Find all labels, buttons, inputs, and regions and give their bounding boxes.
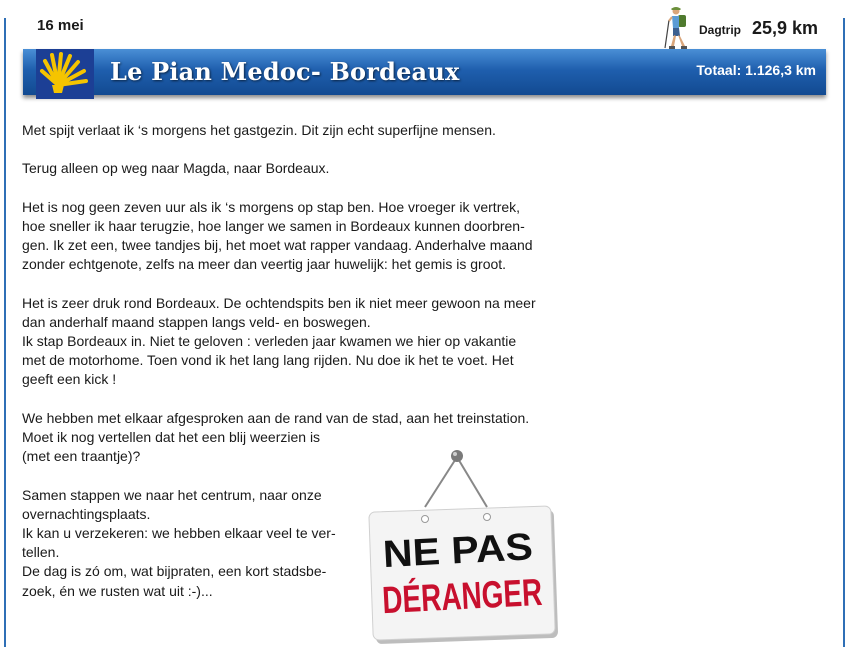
text-line: dan anderhalf maand stappen langs veld- en boswegen. xyxy=(22,313,371,330)
text-line: tellen. xyxy=(22,544,60,561)
sign-line-2: DÉRANGER xyxy=(381,568,601,623)
dagtrip-distance: 25,9 km xyxy=(752,18,819,38)
text-line: Het is nog geen zeven uur als ik ‘s morgens op stap ben. Hoe vroeger ik vertrek, xyxy=(22,198,521,215)
text-line: Samen stappen we naar het centrum, naar onze xyxy=(22,486,322,503)
page-title: Le Pian Medoc- Bordeaux xyxy=(110,57,460,86)
text-line: Ik kan u verzekeren: we hebben elkaar veel te ver- xyxy=(22,524,336,541)
text-line: zonder echtgenote, zelfs na meer dan veertig jaar huwelijk: het gemis is groot. xyxy=(22,256,507,273)
text-line: Moet ik nog vertellen dat het een blij weerzien is xyxy=(22,429,321,445)
entry-date: 16 mei xyxy=(37,17,84,34)
hiker-icon xyxy=(660,6,692,50)
text-line: De dag is zó om, wat bijpraten, een kort stadsbe- xyxy=(22,563,327,580)
door-hanger-sign xyxy=(353,437,601,647)
total-distance: Totaal: 1.126,3 km xyxy=(696,62,816,78)
text-line: gen. Ik zet een, twee tandjes bij, het moet wat rapper vandaag. Anderhalve maand xyxy=(22,237,533,254)
scallop-shell-icon xyxy=(36,49,94,99)
page-frame-left xyxy=(4,18,6,647)
text-line: Met spijt verlaat ik ‘s morgens het gastgezin. Dit zijn echt superfijne mensen. xyxy=(22,122,496,138)
page-frame-right xyxy=(843,18,845,647)
text-line: We hebben met elkaar afgesproken aan de rand van de stad, aan het treinstation. xyxy=(22,409,530,426)
text-line: hoe sneller ik haar terugzie, hoe langer we samen in Bordeaux kunnen doorbren- xyxy=(22,217,525,234)
text-line: met de motorhome. Toen vond ik het lang lang rijden. Nu doe ik het te voet. Het xyxy=(22,352,514,369)
sign-line-1: NE PAS xyxy=(381,526,523,577)
sign-nail xyxy=(451,450,463,462)
text-line: geeft een kick ! xyxy=(22,371,117,388)
text-line: Het is zeer druk rond Bordeaux. De ochtendspits ben ik niet meer gewoon na meer xyxy=(22,294,536,311)
text-line: Terug alleen op weg naar Magda, naar Bordeaux. xyxy=(22,160,330,177)
dagtrip-label: Dagtrip xyxy=(699,23,741,37)
text-line: overnachtingsplaats. xyxy=(22,505,151,522)
text-line: Ik stap Bordeaux in. Niet te geloven : verleden jaar kwamen we hier op vakantie xyxy=(22,333,517,350)
text-line: (met een traantje)? xyxy=(22,448,141,465)
text-line: zoek, én we rusten wat uit :-)... xyxy=(22,582,213,599)
title-banner xyxy=(23,49,826,95)
shell-badge xyxy=(36,49,94,99)
